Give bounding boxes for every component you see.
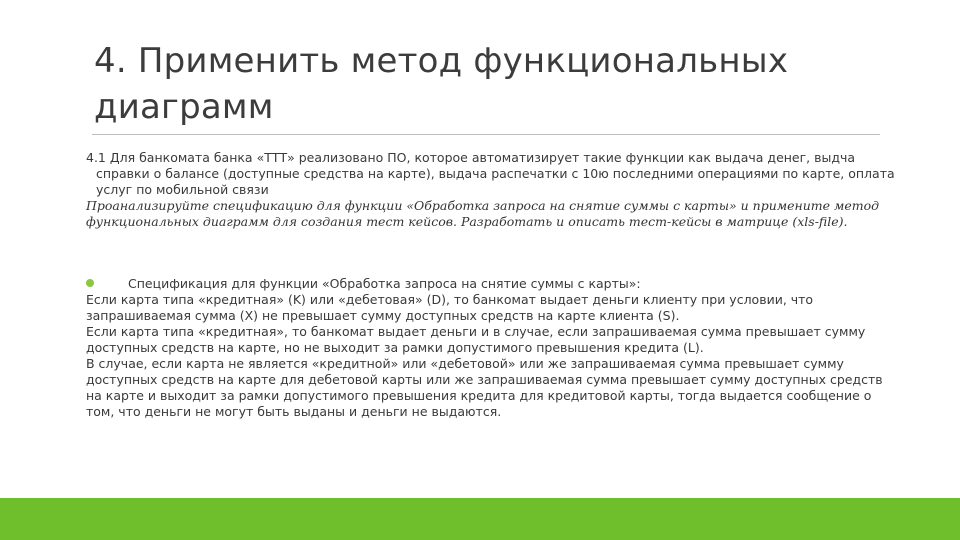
spec-paragraph-1: Если карта типа «кредитная» (K) или «дебетовая» (D), то банкомат выдает деньги клиенту при условии, что запрашиваемая сумма (X) не превышает сумму доступных средств на карте клиента (S). [86,292,814,323]
title-divider [92,134,880,135]
specification-body [86,292,886,420]
spec-paragraph-2: Если карта типа «кредитная», то банкомат выдает деньги и в случае, если запрашиваемая сумма превышает сумму доступных средств на карте, но не выходит за рамки допустимого превышения кредита (L). [86,324,866,355]
bullet-dot-icon [86,279,94,287]
footer-accent-bar [0,498,960,540]
bullet-text: Спецификация для функции «Обработка запроса на снятие суммы с карты»: [128,276,641,291]
bullet-item [86,276,886,292]
point-4-1-text: 4.1 Для банкомата банка «ТТТ» реализовано ПО, которое автоматизирует такие функции как выдача денег, выдча справки о балансе (доступные средства на карте), выдача распечатки с 10ю последними операциями по карте, оплата услуг по мобильной связи [86,150,895,197]
task-text: Проанализируйте спецификацию для функции «Обработка запроса на снятие суммы с карты» и примените метод функциональных диаграмм для создания тест кейсов. Разработать и описать тест-кейсы в матрице (xls-file). [86,198,880,229]
spec-paragraph-3: В случае, если карта не является «кредитной» или «дебетовой» или же запрашиваемая сумма превышает сумму доступных средств на карте для дебетовой карты или же запрашиваемая сумма превышает сумму доступных средств на карте и выходит за рамки допустимого превышения кредита для кредитовой карты, тогда выдается сообщение о том, что деньги не могут быть выданы и деньги не выдаются. [86,356,883,419]
slide-title: 4. Применить метод функциональных диаграмм [94,41,789,127]
